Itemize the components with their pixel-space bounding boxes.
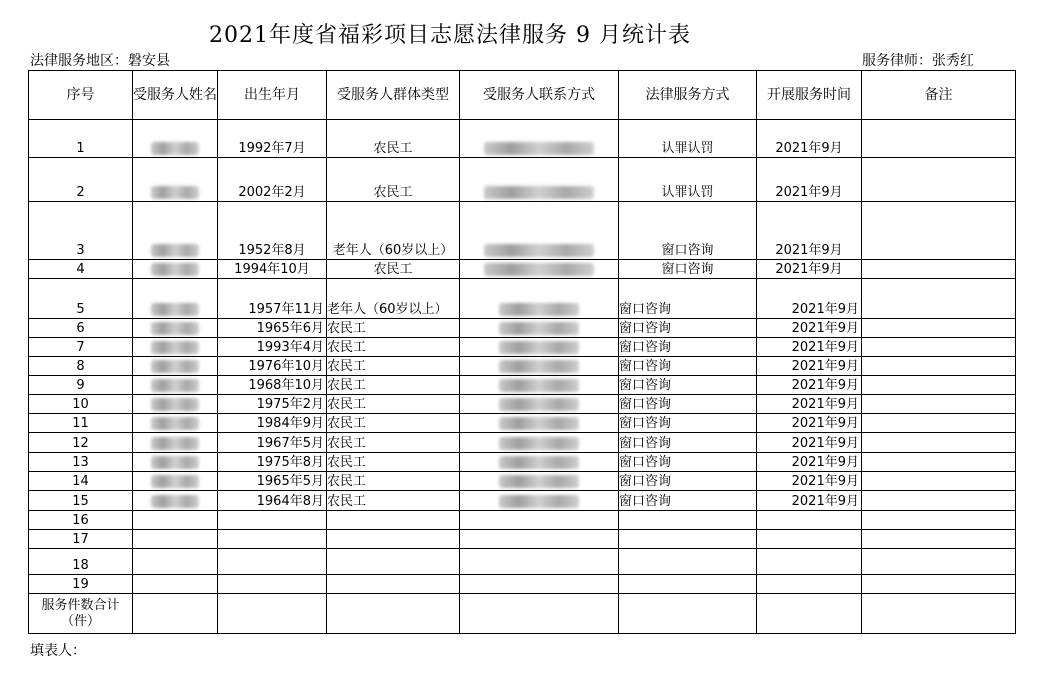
service-method: 窗口咨询: [619, 319, 757, 338]
service-time: 2021年9月: [757, 472, 862, 491]
birth-date: 1957年11月: [218, 279, 327, 319]
group-type: [327, 549, 460, 575]
redacted-contact: [460, 511, 619, 530]
service-time: 2021年9月: [757, 338, 862, 357]
remark-cell: [862, 575, 1016, 594]
service-time: [757, 549, 862, 575]
service-time: 2021年9月: [757, 279, 862, 319]
row-number: 5: [29, 279, 133, 319]
redacted-contact: [460, 202, 619, 260]
table-row: [29, 414, 1016, 433]
header-row: [29, 71, 1016, 120]
row-number: 8: [29, 357, 133, 376]
remark-cell: [862, 338, 1016, 357]
redacted-name: [133, 319, 218, 338]
redacted-contact: [460, 472, 619, 491]
table-row: [29, 376, 1016, 395]
birth-date: 1965年6月: [218, 319, 327, 338]
service-method: [619, 530, 757, 549]
remark-cell: [862, 433, 1016, 453]
row-number: 10: [29, 395, 133, 414]
redacted-block: [151, 186, 199, 199]
service-time: [757, 575, 862, 594]
row-number: 13: [29, 453, 133, 472]
redacted-block: [499, 417, 579, 430]
redacted-block: [484, 186, 594, 199]
row-number: 18: [29, 549, 133, 575]
row-number: 9: [29, 376, 133, 395]
table-row: [29, 279, 1016, 319]
remark-cell: [862, 357, 1016, 376]
service-method: [619, 575, 757, 594]
row-number: 11: [29, 414, 133, 433]
table-row: [29, 511, 1016, 530]
birth-date: 1992年7月: [218, 120, 327, 158]
redacted-block: [499, 322, 579, 335]
table-row: [29, 491, 1016, 511]
redacted-block: [151, 398, 199, 411]
remark-cell: [862, 395, 1016, 414]
redacted-name: [133, 433, 218, 453]
redacted-block: [499, 475, 579, 488]
row-number: 19: [29, 575, 133, 594]
redacted-contact: [460, 319, 619, 338]
service-method: 窗口咨询: [619, 357, 757, 376]
redacted-block: [499, 456, 579, 469]
remark-cell: [862, 319, 1016, 338]
service-method: 窗口咨询: [619, 338, 757, 357]
redacted-block: [499, 341, 579, 354]
lawyer-label: 服务律师：张秀红: [862, 53, 974, 69]
group-type: 农民工: [327, 319, 460, 338]
service-method: 窗口咨询: [619, 202, 757, 260]
service-time: 2021年9月: [757, 158, 862, 202]
redacted-name: [133, 357, 218, 376]
redacted-block: [499, 437, 579, 450]
row-number: 3: [29, 202, 133, 260]
service-method: 窗口咨询: [619, 376, 757, 395]
birth-date: 1975年8月: [218, 453, 327, 472]
remark-cell: [862, 414, 1016, 433]
group-type: 农民工: [327, 357, 460, 376]
row-number: 17: [29, 530, 133, 549]
group-type: 老年人（60岁以上）: [327, 202, 460, 260]
redacted-block: [484, 263, 594, 276]
redacted-block: [499, 398, 579, 411]
birth-date: [218, 511, 327, 530]
redacted-block: [151, 417, 199, 430]
remark-cell: [862, 453, 1016, 472]
row-number: 2: [29, 158, 133, 202]
redacted-block: [151, 142, 199, 155]
row-number: 12: [29, 433, 133, 453]
footer-label: 填表人：: [30, 643, 86, 659]
redacted-name: [133, 279, 218, 319]
birth-date: 1968年10月: [218, 376, 327, 395]
birth-date: 1975年2月: [218, 395, 327, 414]
birth-date: 1964年8月: [218, 491, 327, 511]
remark-cell: [862, 158, 1016, 202]
group-type: [327, 575, 460, 594]
birth-date: [218, 530, 327, 549]
redacted-block: [151, 322, 199, 335]
redacted-contact: [460, 453, 619, 472]
redacted-contact: [460, 279, 619, 319]
row-number: 1: [29, 120, 133, 158]
service-method: 窗口咨询: [619, 279, 757, 319]
redacted-name: [133, 472, 218, 491]
table-row: [29, 575, 1016, 594]
redacted-block: [151, 475, 199, 488]
birth-date: 1984年9月: [218, 414, 327, 433]
service-time: 2021年9月: [757, 491, 862, 511]
redacted-contact: [460, 260, 619, 279]
service-time: 2021年9月: [757, 453, 862, 472]
birth-date: [218, 549, 327, 575]
table-row: [29, 357, 1016, 376]
header-cell: 法律服务方式: [619, 71, 757, 120]
redacted-block: [484, 244, 594, 257]
redacted-contact: [460, 575, 619, 594]
service-method: 窗口咨询: [619, 414, 757, 433]
remark-cell: [862, 260, 1016, 279]
redacted-block: [151, 360, 199, 373]
redacted-contact: [460, 376, 619, 395]
redacted-name: [133, 120, 218, 158]
redacted-block: [484, 142, 594, 155]
redacted-contact: [460, 549, 619, 575]
table-row: [29, 433, 1016, 453]
birth-date: [218, 575, 327, 594]
service-method: 认罪认罚: [619, 120, 757, 158]
redacted-name: [133, 549, 218, 575]
redacted-block: [499, 303, 579, 316]
header-cell: 受服务人群体类型: [327, 71, 460, 120]
group-type: [327, 530, 460, 549]
group-type: 农民工: [327, 414, 460, 433]
redacted-name: [133, 202, 218, 260]
header-cell: 受服务人联系方式: [460, 71, 619, 120]
redacted-name: [133, 376, 218, 395]
redacted-block: [151, 303, 199, 316]
redacted-name: [133, 491, 218, 511]
group-type: 农民工: [327, 453, 460, 472]
birth-date: 1976年10月: [218, 357, 327, 376]
redacted-contact: [460, 338, 619, 357]
service-method: 窗口咨询: [619, 433, 757, 453]
service-method: [619, 511, 757, 530]
row-number: 16: [29, 511, 133, 530]
redacted-name: [133, 453, 218, 472]
redacted-name: [133, 395, 218, 414]
service-time: 2021年9月: [757, 433, 862, 453]
redacted-block: [151, 341, 199, 354]
redacted-block: [151, 456, 199, 469]
sheet-title: 2021年度省福彩项目志愿法律服务 9 月统计表: [209, 23, 691, 48]
table-row: [29, 472, 1016, 491]
total-row: [29, 594, 1016, 634]
table-row: [29, 319, 1016, 338]
header-cell: 受服务人姓名: [133, 71, 218, 120]
group-type: 农民工: [327, 260, 460, 279]
redacted-name: [133, 158, 218, 202]
birth-date: 1993年4月: [218, 338, 327, 357]
group-type: 农民工: [327, 395, 460, 414]
redacted-block: [499, 379, 579, 392]
redacted-name: [133, 338, 218, 357]
service-method: 窗口咨询: [619, 395, 757, 414]
group-type: 老年人（60岁以上）: [327, 279, 460, 319]
group-type: 农民工: [327, 158, 460, 202]
redacted-block: [151, 263, 199, 276]
row-number: 4: [29, 260, 133, 279]
group-type: 农民工: [327, 120, 460, 158]
remark-cell: [862, 472, 1016, 491]
redacted-contact: [460, 357, 619, 376]
redacted-name: [133, 511, 218, 530]
service-method: [619, 549, 757, 575]
birth-date: 2002年2月: [218, 158, 327, 202]
redacted-contact: [460, 158, 619, 202]
service-time: 2021年9月: [757, 319, 862, 338]
redacted-contact: [460, 414, 619, 433]
service-time: 2021年9月: [757, 395, 862, 414]
table-row: [29, 395, 1016, 414]
row-number: 14: [29, 472, 133, 491]
table-row: [29, 549, 1016, 575]
row-number: 15: [29, 491, 133, 511]
row-number: 7: [29, 338, 133, 357]
birth-date: 1952年8月: [218, 202, 327, 260]
service-method: 窗口咨询: [619, 453, 757, 472]
service-time: 2021年9月: [757, 260, 862, 279]
redacted-block: [499, 495, 579, 508]
group-type: 农民工: [327, 338, 460, 357]
group-type: 农民工: [327, 433, 460, 453]
remark-cell: [862, 511, 1016, 530]
total-label: 服务件数合计（件）: [29, 594, 133, 634]
group-type: 农民工: [327, 491, 460, 511]
service-time: [757, 530, 862, 549]
redacted-contact: [460, 395, 619, 414]
redacted-contact: [460, 491, 619, 511]
table-row: [29, 120, 1016, 158]
redacted-block: [499, 360, 579, 373]
redacted-block: [151, 244, 199, 257]
header-cell: 开展服务时间: [757, 71, 862, 120]
redacted-contact: [460, 433, 619, 453]
remark-cell: [862, 491, 1016, 511]
redacted-block: [151, 379, 199, 392]
redacted-name: [133, 575, 218, 594]
table-row: [29, 530, 1016, 549]
service-method: 窗口咨询: [619, 472, 757, 491]
redacted-contact: [460, 120, 619, 158]
birth-date: 1967年5月: [218, 433, 327, 453]
service-method: 认罪认罚: [619, 158, 757, 202]
table-row: [29, 260, 1016, 279]
row-number: 6: [29, 319, 133, 338]
table-row: [29, 202, 1016, 260]
redacted-contact: [460, 530, 619, 549]
redacted-name: [133, 260, 218, 279]
redacted-block: [151, 437, 199, 450]
service-time: 2021年9月: [757, 376, 862, 395]
service-time: 2021年9月: [757, 120, 862, 158]
service-method: 窗口咨询: [619, 491, 757, 511]
birth-date: 1994年10月: [218, 260, 327, 279]
table-row: [29, 158, 1016, 202]
redacted-name: [133, 414, 218, 433]
statistics-table: [28, 70, 1016, 634]
remark-cell: [862, 530, 1016, 549]
remark-cell: [862, 120, 1016, 158]
redacted-block: [151, 495, 199, 508]
redacted-name: [133, 530, 218, 549]
header-cell: 出生年月: [218, 71, 327, 120]
table-row: [29, 338, 1016, 357]
group-type: 农民工: [327, 472, 460, 491]
group-type: [327, 511, 460, 530]
service-method: 窗口咨询: [619, 260, 757, 279]
service-time: [757, 511, 862, 530]
remark-cell: [862, 549, 1016, 575]
birth-date: 1965年5月: [218, 472, 327, 491]
service-time: 2021年9月: [757, 414, 862, 433]
service-time: 2021年9月: [757, 202, 862, 260]
remark-cell: [862, 279, 1016, 319]
header-cell: 备注: [862, 71, 1016, 120]
service-time: 2021年9月: [757, 357, 862, 376]
table-row: [29, 453, 1016, 472]
remark-cell: [862, 376, 1016, 395]
header-cell: 序号: [29, 71, 133, 120]
remark-cell: [862, 202, 1016, 260]
group-type: 农民工: [327, 376, 460, 395]
region-label: 法律服务地区：磐安县: [30, 53, 170, 69]
